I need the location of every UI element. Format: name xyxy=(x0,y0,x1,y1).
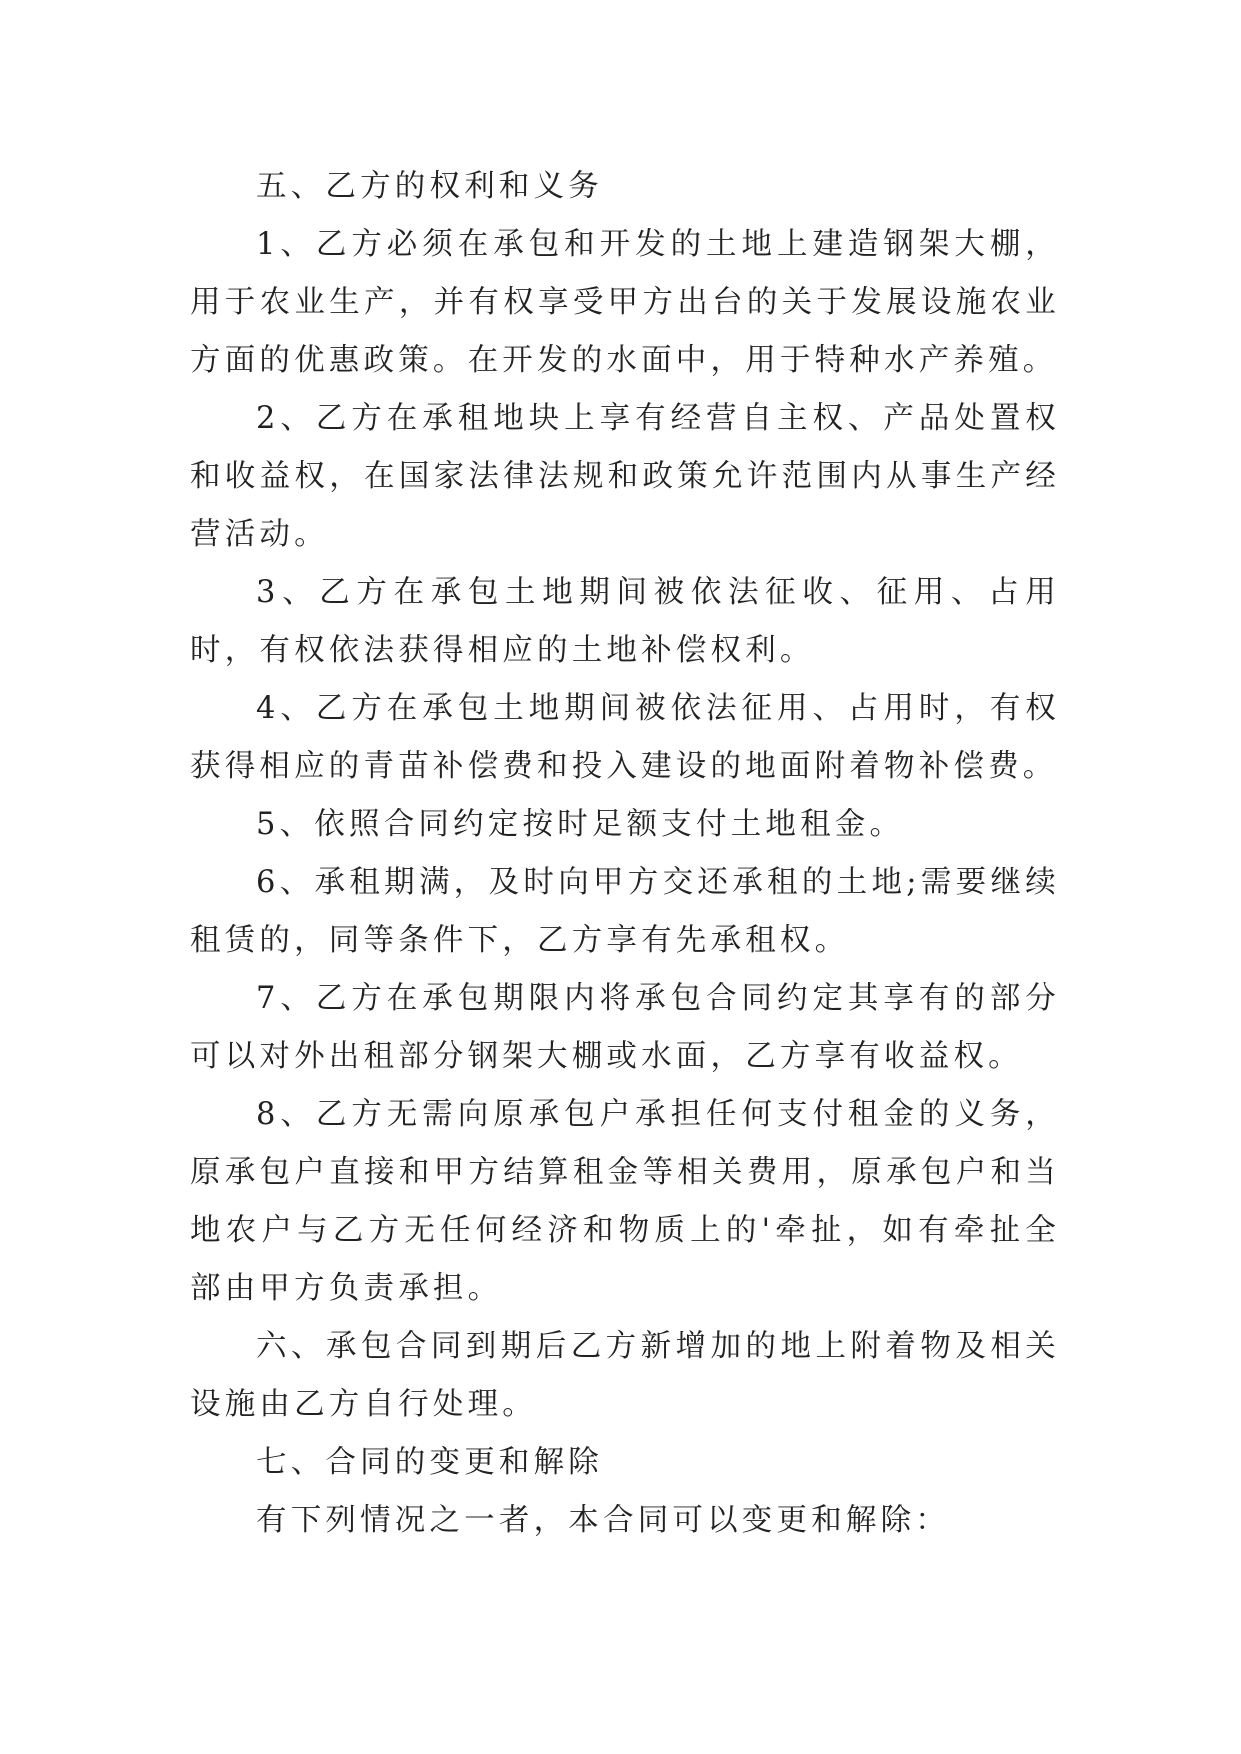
clause-3: 3、乙方在承包土地期间被依法征收、征用、占用时，有权依法获得相应的土地补偿权利。 xyxy=(190,575,1060,668)
change-termination-intro: 有下列情况之一者，本合同可以变更和解除： xyxy=(256,1503,950,1538)
document-body xyxy=(190,158,1060,1550)
clause-7: 7、乙方在承包期限内将承包合同约定其享有的部分可以对外出租部分钢架大棚或水面，乙方享有收益权。 xyxy=(190,981,1060,1074)
clause-1: 1、乙方必须在承包和开发的土地上建造钢架大棚，用于农业生产，并有权享受甲方出台的关于发展设施农业方面的优惠政策。在开发的水面中，用于特种水产养殖。 xyxy=(190,227,1060,378)
section-heading-rights-obligations: 五、乙方的权利和义务 xyxy=(256,169,603,204)
clause-8: 8、乙方无需向原承包户承担任何支付租金的义务，原承包户直接和甲方结算租金等相关费用，原承包户和当地农户与乙方无任何经济和物质上的'牵扯，如有牵扯全部由甲方负责承担。 xyxy=(190,1097,1060,1306)
section-six-paragraph: 六、承包合同到期后乙方新增加的地上附着物及相关设施由乙方自行处理。 xyxy=(190,1329,1060,1422)
clause-4: 4、乙方在承包土地期间被依法征用、占用时，有权获得相应的青苗补偿费和投入建设的地面附着物补偿费。 xyxy=(190,691,1060,784)
clause-5: 5、依照合同约定按时足额支付土地租金。 xyxy=(256,807,905,842)
clause-6: 6、承租期满，及时向甲方交还承租的土地;需要继续租赁的，同等条件下，乙方享有先承租权。 xyxy=(190,865,1060,958)
clause-2: 2、乙方在承租地块上享有经营自主权、产品处置权和收益权，在国家法律法规和政策允许范围内从事生产经营活动。 xyxy=(190,401,1060,552)
section-heading-change-termination: 七、合同的变更和解除 xyxy=(256,1445,603,1480)
